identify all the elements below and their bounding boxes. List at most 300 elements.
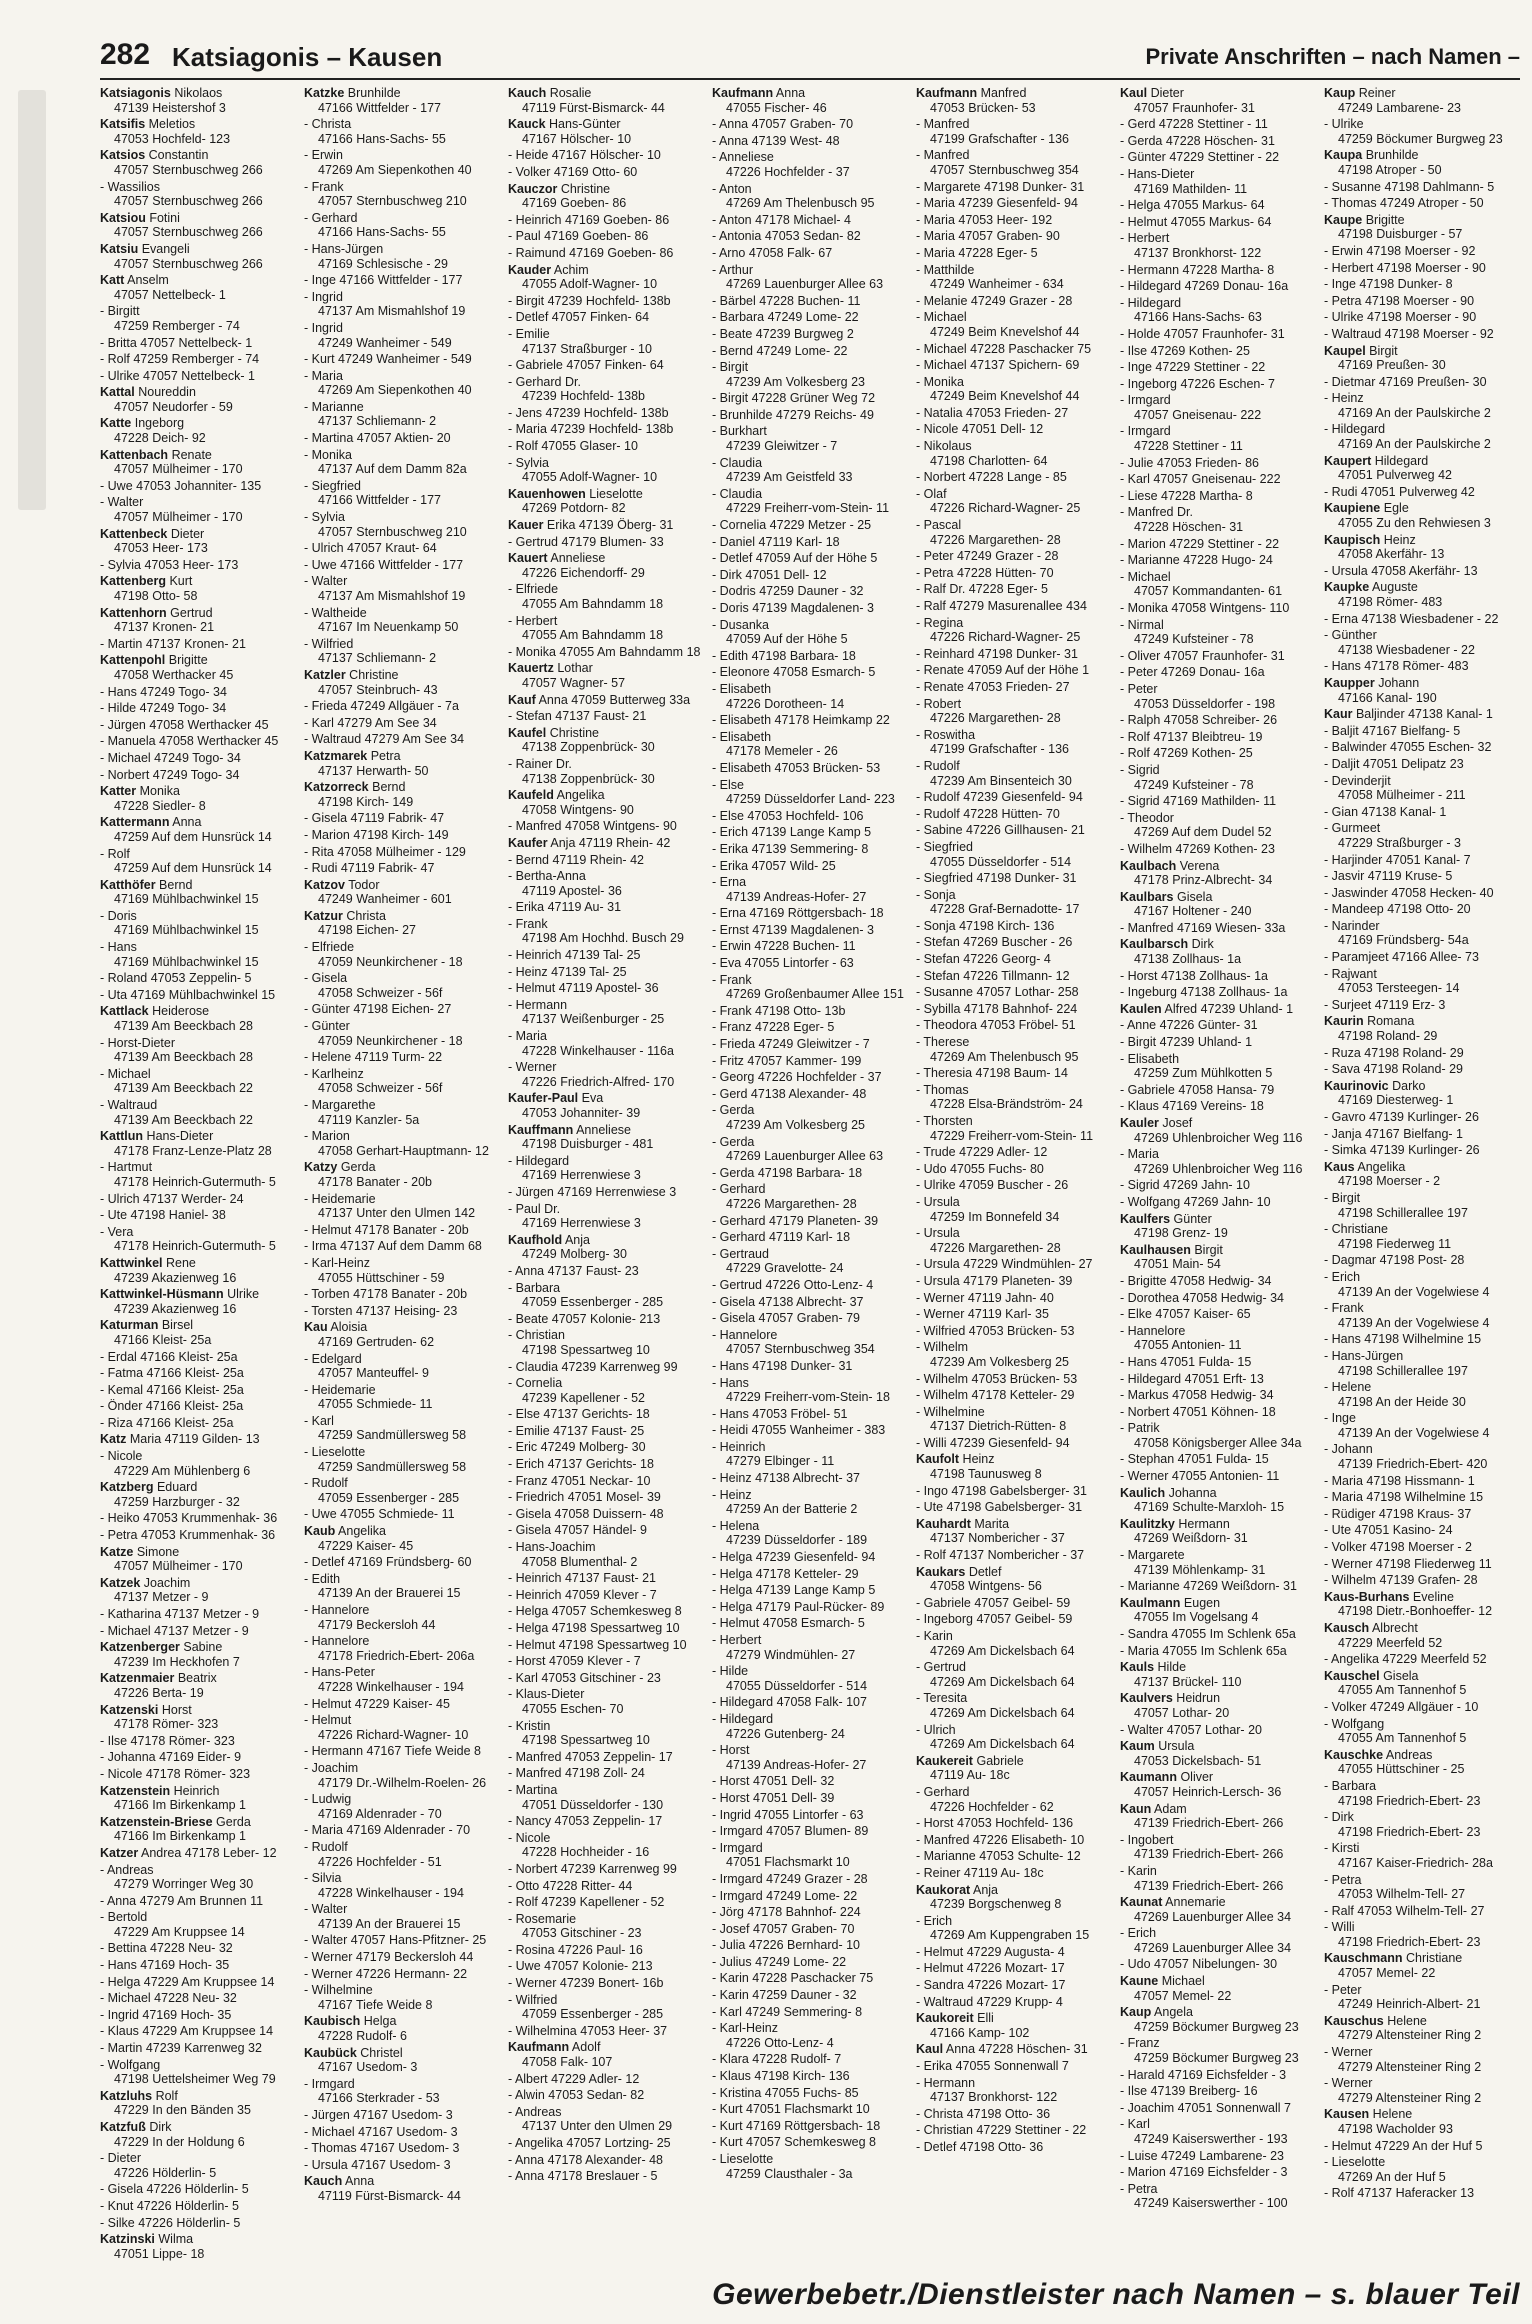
- entry-address: 47198 Duisburger - 57: [1338, 227, 1463, 242]
- entry-name-line: [1324, 86, 1520, 101]
- entry-address: 47239 Am Binsenteich 30: [930, 773, 1072, 788]
- entry-firstname: - Karl-Heinz: [712, 2021, 778, 2036]
- entry-firstname: - Kristina 47055 Fuchs- 85: [712, 2085, 859, 2100]
- entry-address: 47198 Moerser - 2: [1338, 1174, 1441, 1189]
- directory-column: [1324, 86, 1520, 2266]
- entry-address: 47198 Atroper - 50: [1338, 162, 1442, 177]
- entry-name-line: [1324, 1270, 1520, 1285]
- entry-firstname: - Helmut 47178 Banater - 20b: [304, 1222, 469, 1237]
- entry-name-line: [916, 1754, 1112, 1769]
- entry-firstname: - Nikolaus: [916, 439, 972, 454]
- entry-name-line: [1120, 1644, 1316, 1659]
- entry-address: 47249 Beim Knevelshof 44: [930, 324, 1080, 339]
- list-item: [100, 2120, 296, 2149]
- entry-name-line: [1324, 774, 1520, 789]
- entry-firstname: - Günter 47229 Stettiner - 22: [1120, 150, 1280, 165]
- entry-surname: Kauder: [508, 262, 552, 277]
- entry-firstname: - Norbert 47228 Lange - 85: [916, 470, 1067, 485]
- list-item: [304, 1950, 500, 1965]
- entry-name-line: [1120, 1833, 1316, 1848]
- entry-firstname: - Gerd 47228 Stettiner - 11: [1120, 117, 1268, 132]
- entry-name-line: [916, 2011, 1112, 2026]
- entry-surname: Katzler: [304, 667, 346, 682]
- entry-name-line: [1324, 1573, 1520, 1588]
- list-item: [916, 1548, 1112, 1563]
- entry-name-line: [712, 1311, 908, 1326]
- list-item: [1324, 1748, 1520, 1777]
- entry-address: 47137 Schliemann- 2: [318, 651, 437, 666]
- list-item: [508, 1814, 704, 1829]
- entry-name-line: [916, 1883, 1112, 1898]
- entry-name-line: [1120, 456, 1316, 471]
- entry-address: 47259 Auf dem Hunsrück 14: [114, 861, 272, 876]
- entry-firstname: - Detlef 47059 Auf der Höhe 5: [712, 551, 878, 566]
- entry-name-line: [712, 1376, 908, 1391]
- list-item: [1120, 1802, 1316, 1831]
- entry-firstname: - Birgit: [712, 360, 749, 375]
- list-item: [100, 1067, 296, 1096]
- list-item: [712, 1295, 908, 1310]
- entry-firstname: - Hans-Joachim: [508, 1540, 596, 1555]
- list-item: [508, 1264, 704, 1279]
- list-item: [916, 663, 1112, 678]
- entry-surname: Kausch: [1324, 1621, 1370, 1635]
- entry-firstname: - Werner 47179 Beckersloh 44: [304, 1950, 474, 1965]
- entry-address: 47269 Weißdorn- 31: [1134, 1531, 1248, 1546]
- entry-firstname: - Devinderjit: [1324, 773, 1391, 788]
- entry-firstname: Dieter: [1150, 86, 1184, 100]
- entry-firstname: - Marion 47198 Kirch- 149: [304, 827, 449, 842]
- entry-address: 47228 Winkelhauser - 116a: [522, 1043, 674, 1058]
- list-item: [508, 1943, 704, 1958]
- entry-firstname: - Martin 47239 Karrenweg 32: [100, 2041, 262, 2056]
- list-item: [1120, 134, 1316, 149]
- entry-firstname: - Michael 47137 Metzer - 9: [100, 1623, 249, 1638]
- entry-name-line: [1324, 261, 1520, 276]
- entry-firstname: - Manuela 47058 Werthacker 45: [100, 734, 279, 749]
- entry-firstname: - Elisabeth: [712, 681, 772, 696]
- entry-firstname: - Petra: [1120, 2181, 1158, 2196]
- entry-name-line: [712, 1407, 908, 1422]
- entry-firstname: - Hermann 47228 Martha- 8: [1120, 262, 1275, 277]
- entry-address: 47051 Pulverweg 42: [1338, 468, 1452, 483]
- list-item: [712, 310, 908, 325]
- entry-name-line: [508, 358, 704, 373]
- entry-name-line: [1324, 628, 1520, 643]
- entry-name-line: [304, 1665, 500, 1680]
- entry-firstname: - Wilhelm 47269 Kothen- 23: [1120, 841, 1275, 856]
- entry-firstname: - Erna 47169 Röttgersbach- 18: [712, 906, 884, 921]
- entry-surname: Katzer: [100, 1845, 139, 1860]
- entry-surname: Katzmarek: [304, 748, 368, 763]
- list-item: [916, 1500, 1112, 1515]
- entry-firstname: - Klara 47228 Rudolf- 7: [712, 2052, 842, 2067]
- entry-name-line: [100, 2041, 296, 2056]
- entry-name-line: [1120, 231, 1316, 246]
- entry-firstname: - Sonja 47198 Kirch- 136: [916, 918, 1055, 933]
- entry-name-line: [916, 888, 1112, 903]
- entry-firstname: - Johann: [1324, 1442, 1373, 1457]
- page-range-title: Katsiagonis – Kausen: [172, 42, 443, 72]
- list-item: [916, 1405, 1112, 1434]
- entry-name-line: [100, 180, 296, 195]
- list-item: [100, 1975, 296, 1990]
- entry-firstname: - Heiko 47053 Krummenhak- 36: [100, 1511, 278, 1526]
- list-item: [916, 1195, 1112, 1224]
- entry-firstname: - Irma 47137 Auf dem Damm 68: [304, 1239, 482, 1254]
- list-item: [916, 1002, 1112, 1017]
- list-item: [916, 518, 1112, 547]
- entry-name-line: [304, 1840, 500, 1855]
- entry-address: 47239 Hochfeld- 138b: [522, 389, 646, 404]
- list-item: [508, 1440, 704, 1455]
- entry-name-line: [916, 1162, 1112, 1177]
- list-item: [712, 875, 908, 904]
- entry-surname: Kaub: [304, 1524, 336, 1539]
- entry-firstname: - Martina 47057 Aktien- 20: [304, 431, 451, 446]
- entry-name-line: [100, 2151, 296, 2166]
- entry-address: 47055 Am Tannenhof 5: [1338, 1731, 1467, 1746]
- list-item: [712, 842, 908, 857]
- entry-firstname: - Nancy 47053 Zeppelin- 17: [508, 1814, 663, 1829]
- list-item: [508, 645, 704, 660]
- entry-name-line: [508, 165, 704, 180]
- entry-surname: Kaufer-Paul: [508, 1091, 579, 1106]
- list-item: [712, 601, 908, 616]
- entry-name-line: [1120, 344, 1316, 359]
- entry-name-line: [508, 1687, 704, 1702]
- entry-address: 47269 An der Huf 5: [1338, 2169, 1446, 2184]
- entry-address: 47055 Am Tannenhof 5: [1338, 1683, 1467, 1698]
- entry-firstname: - Mandeep 47198 Otto- 20: [1324, 902, 1471, 917]
- entry-surname: Kattenhorn: [100, 605, 167, 620]
- entry-firstname: - Heinrich: [712, 1439, 766, 1454]
- entry-name-line: [1120, 1178, 1316, 1193]
- entry-surname: Katzke: [304, 86, 345, 100]
- entry-surname: Kaufhold: [508, 1232, 563, 1247]
- list-item: [1120, 794, 1316, 809]
- entry-name-line: [304, 352, 500, 367]
- entry-firstname: Egle: [1383, 501, 1409, 516]
- entry-name-line: [1324, 277, 1520, 292]
- entry-name-line: [1120, 1486, 1316, 1501]
- entry-firstname: - Kristin: [508, 1718, 551, 1733]
- entry-name-line: [712, 1488, 908, 1503]
- list-item: [508, 1490, 704, 1505]
- entry-name-line: [100, 1432, 296, 1447]
- list-item: [508, 757, 704, 786]
- list-item: [304, 352, 500, 367]
- entry-firstname: - Thorsten: [916, 1114, 973, 1128]
- entry-name-line: [304, 541, 500, 556]
- list-item: [916, 647, 1112, 662]
- entry-firstname: - Eleonore 47058 Esmarch- 5: [712, 665, 876, 680]
- entry-firstname: - Irmgard: [1120, 393, 1171, 408]
- entry-surname: Kaufolt: [916, 1452, 960, 1467]
- entry-name-line: [100, 1941, 296, 1956]
- list-item: [100, 784, 296, 813]
- entry-name-line: [100, 1129, 296, 1144]
- entry-name-line: [508, 1474, 704, 1489]
- entry-firstname: - Erna: [712, 875, 747, 890]
- list-item: [1120, 2149, 1316, 2164]
- entry-firstname: - Wilhelm 47053 Brücken- 53: [916, 1371, 1078, 1386]
- entry-firstname: - Helmut 47055 Markus- 64: [1120, 214, 1272, 229]
- entry-address: 47239 Kapellener - 52: [522, 1390, 646, 1405]
- entry-surname: Kaulich: [1120, 1485, 1166, 1500]
- entry-name-line: [304, 273, 500, 288]
- entry-surname: Kauffmann: [508, 1122, 574, 1137]
- entry-firstname: - Christian: [508, 1328, 565, 1343]
- entry-name-line: [712, 1278, 908, 1293]
- entry-firstname: - Inge: [1324, 1411, 1356, 1426]
- entry-firstname: Eva: [581, 1091, 604, 1106]
- entry-name-line: [712, 1423, 908, 1438]
- entry-firstname: - Rolf 47239 Kapellener - 52: [508, 1895, 665, 1910]
- list-item: [712, 2069, 908, 2084]
- entry-name-line: [1324, 327, 1520, 342]
- entry-address: 47239 Am Geistfeld 33: [726, 470, 853, 485]
- list-item: [304, 1665, 500, 1694]
- entry-firstname: Sabine: [183, 1640, 223, 1655]
- entry-name-line: [712, 956, 908, 971]
- list-item: [100, 2216, 296, 2231]
- list-item: [1120, 344, 1316, 359]
- entry-name-line: [304, 1414, 500, 1429]
- entry-address: 47137 Am Mismahlshof 19: [318, 589, 466, 603]
- entry-name-line: [304, 1002, 500, 1017]
- list-item: [712, 713, 908, 728]
- list-item: [1324, 180, 1520, 195]
- entry-address: 47055 Fischer- 46: [726, 100, 827, 115]
- list-item: [100, 1734, 296, 1749]
- list-item: [508, 582, 704, 611]
- entry-firstname: Hermann: [1178, 1516, 1230, 1531]
- entry-name-line: [916, 1723, 1112, 1738]
- entry-firstname: - Irmgard: [712, 1840, 763, 1855]
- entry-name-line: [712, 1103, 908, 1118]
- entry-address: 47139 Am Beeckbach 22: [114, 1081, 253, 1096]
- entry-name-line: [916, 1978, 1112, 1993]
- entry-name-line: [916, 1083, 1112, 1098]
- entry-name-line: [304, 479, 500, 494]
- list-item: [304, 273, 500, 288]
- list-item: [1324, 869, 1520, 884]
- entry-name-line: [508, 981, 704, 996]
- entry-name-line: [916, 1274, 1112, 1289]
- list-item: [508, 1233, 704, 1262]
- entry-firstname: - Ingobert: [1120, 1832, 1174, 1847]
- entry-name-line: [304, 845, 500, 860]
- entry-name-line: [508, 406, 704, 421]
- entry-name-line: [304, 2158, 500, 2173]
- entry-name-line: [1324, 1841, 1520, 1856]
- entry-name-line: [1324, 886, 1520, 901]
- entry-name-line: [916, 117, 1112, 132]
- entry-name-line: [100, 653, 296, 668]
- list-item: [712, 1774, 908, 1789]
- list-item: [1324, 998, 1520, 1013]
- entry-address: 47249 Molberg- 30: [522, 1247, 627, 1262]
- entry-name-line: [712, 875, 908, 890]
- list-item: [1120, 811, 1316, 840]
- list-item: [100, 1416, 296, 1431]
- entry-address: 47119 Kanzler- 5a: [318, 1112, 420, 1127]
- entry-name-line: [508, 294, 704, 309]
- entry-firstname: - Stefan 47226 Tillmann- 12: [916, 968, 1070, 983]
- list-item: [100, 1225, 296, 1254]
- entry-firstname: - Anna 47057 Graben- 70: [712, 117, 854, 132]
- list-item: [100, 768, 296, 783]
- entry-name-line: [1324, 919, 1520, 934]
- entry-name-line: [304, 1287, 500, 1302]
- entry-firstname: - Heide 47167 Hölscher- 10: [508, 148, 661, 163]
- list-item: [1120, 1388, 1316, 1403]
- entry-surname: Kauf: [508, 692, 536, 707]
- entry-name-line: [304, 510, 500, 525]
- list-item: [1120, 2068, 1316, 2083]
- entry-name-line: [712, 665, 908, 680]
- entry-name-line: [1120, 86, 1316, 101]
- entry-name-line: [304, 940, 500, 955]
- list-item: [508, 869, 704, 898]
- list-item: [1120, 1644, 1316, 1659]
- list-item: [916, 2076, 1112, 2105]
- entry-firstname: - Michael 47249 Togo- 34: [100, 750, 241, 765]
- list-item: [1324, 2014, 1520, 2043]
- list-item: [304, 369, 500, 398]
- list-item: [712, 1567, 908, 1582]
- entry-name-line: [508, 246, 704, 261]
- list-item: [916, 919, 1112, 934]
- entry-address: 47259 An der Batterie 2: [726, 1502, 858, 1517]
- entry-address: 47055 Antonien- 11: [1134, 1338, 1242, 1353]
- list-item: [508, 1719, 704, 1748]
- list-item: [916, 1978, 1112, 1993]
- entry-firstname: Horst: [161, 1702, 192, 1717]
- entry-name-line: [712, 1359, 908, 1374]
- list-item: [1324, 2045, 1520, 2074]
- list-item: [1324, 1143, 1520, 1158]
- entry-name-line: [712, 1616, 908, 1631]
- entry-surname: Kauer: [508, 518, 544, 533]
- list-item: [1120, 570, 1316, 599]
- entry-name-line: [712, 2069, 908, 2084]
- list-item: [304, 940, 500, 969]
- entry-firstname: - Stefan 47226 Georg- 4: [916, 952, 1051, 967]
- entry-firstname: - Ralf Dr. 47228 Eger- 5: [916, 582, 1049, 597]
- entry-name-line: [508, 1993, 704, 2008]
- entry-address: 47229 Freiherr-vom-Stein- 11: [726, 501, 890, 516]
- list-item: [1120, 1660, 1316, 1689]
- list-item: [100, 1480, 296, 1509]
- entry-firstname: - Ulrike 47059 Buscher - 26: [916, 1178, 1069, 1193]
- entry-name-line: [916, 487, 1112, 502]
- entry-firstname: - Markus 47058 Hedwig- 34: [1120, 1388, 1274, 1403]
- entry-address: 47259 Auf dem Hunsrück 14: [114, 829, 272, 844]
- entry-name-line: [304, 828, 500, 843]
- entry-name-line: [1120, 601, 1316, 616]
- entry-firstname: - Erika 47055 Sonnenwall 7: [916, 2059, 1069, 2074]
- entry-name-line: [916, 1785, 1112, 1800]
- entry-firstname: - Angelika 47057 Lortzing- 25: [508, 2136, 671, 2150]
- list-item: [508, 788, 704, 817]
- entry-firstname: - Frieda 47249 Allgäuer - 7a: [304, 699, 459, 714]
- list-item: [712, 2005, 908, 2020]
- list-item: [508, 1671, 704, 1686]
- list-item: [712, 1311, 908, 1326]
- entry-firstname: - Else 47053 Hochfeld- 106: [712, 808, 864, 823]
- entry-firstname: Fotini: [149, 210, 180, 225]
- list-item: [916, 310, 1112, 339]
- directory-column: [1120, 86, 1316, 2266]
- list-item: [508, 487, 704, 516]
- entry-address: 47169 Preußen- 30: [1338, 358, 1446, 373]
- list-item: [1324, 213, 1520, 242]
- list-item: [100, 1287, 296, 1316]
- entry-firstname: - Dorothea 47058 Hedwig- 34: [1120, 1290, 1284, 1305]
- entry-address: 47259 Harzburger - 32: [114, 1494, 240, 1509]
- entry-name-line: [916, 1565, 1112, 1580]
- entry-address: 47279 Worringer Weg 30: [114, 1877, 254, 1892]
- entry-address: 47249 Kaiserswerther - 100: [1134, 2196, 1288, 2211]
- list-item: [304, 971, 500, 1000]
- entry-firstname: - Sabine 47226 Gillhausen- 21: [916, 823, 1085, 838]
- entry-name-line: [508, 1440, 704, 1455]
- entry-firstname: - Udo 47055 Fuchs- 80: [916, 1161, 1044, 1176]
- list-item: [916, 2140, 1112, 2155]
- list-item: [304, 878, 500, 907]
- entry-name-line: [712, 1583, 908, 1598]
- list-item: [1120, 713, 1316, 728]
- list-item: [712, 2052, 908, 2067]
- entry-firstname: - Manfred 47226 Elisabeth- 10: [916, 1832, 1085, 1847]
- entry-name-line: [1120, 1926, 1316, 1941]
- list-item: [712, 973, 908, 1002]
- entry-address: 47137 Herwarth- 50: [318, 763, 429, 778]
- entry-address: 47139 Am Beeckbach 28: [114, 1019, 253, 1034]
- entry-firstname: - Regina: [916, 615, 964, 630]
- entry-name-line: [304, 971, 500, 986]
- entry-address: 47057 Sternbuschweg 354: [726, 1342, 875, 1357]
- entry-firstname: - Wilfried: [304, 636, 354, 651]
- entry-name-line: [1120, 215, 1316, 230]
- entry-firstname: - Georg 47226 Hochfelder - 37: [712, 1070, 882, 1085]
- entry-name-line: [1324, 244, 1520, 259]
- entry-name-line: [304, 1902, 500, 1917]
- entry-firstname: - Elisabeth 47053 Brücken- 53: [712, 760, 881, 775]
- entry-name-line: [100, 448, 296, 463]
- entry-firstname: - Siegfried: [304, 478, 361, 493]
- entry-name-line: [1120, 117, 1316, 132]
- entry-firstname: - Alwin 47053 Sedan- 82: [508, 2088, 645, 2103]
- list-item: [100, 2058, 296, 2087]
- entry-address: 47198 Schillerallee 197: [1338, 1205, 1468, 1220]
- entry-name-line: [916, 2140, 1112, 2155]
- entry-firstname: - Erwin 47198 Moerser - 92: [1324, 243, 1476, 258]
- entry-firstname: - Helga 47198 Spessartweg 10: [508, 1621, 680, 1635]
- entry-firstname: - Ursula 47058 Akerfähr- 13: [1324, 563, 1478, 578]
- entry-firstname: - Maria 47198 Wilhelmine 15: [1324, 1490, 1484, 1505]
- list-item: [100, 1750, 296, 1765]
- list-item: [508, 327, 704, 356]
- entry-name-line: [712, 1955, 908, 1970]
- list-item: [712, 117, 908, 132]
- entry-firstname: - Erika 47057 Wild- 25: [712, 858, 836, 873]
- entry-surname: Kauschke: [1324, 1747, 1384, 1762]
- list-item: [1120, 1517, 1316, 1546]
- entry-name-line: [712, 1791, 908, 1806]
